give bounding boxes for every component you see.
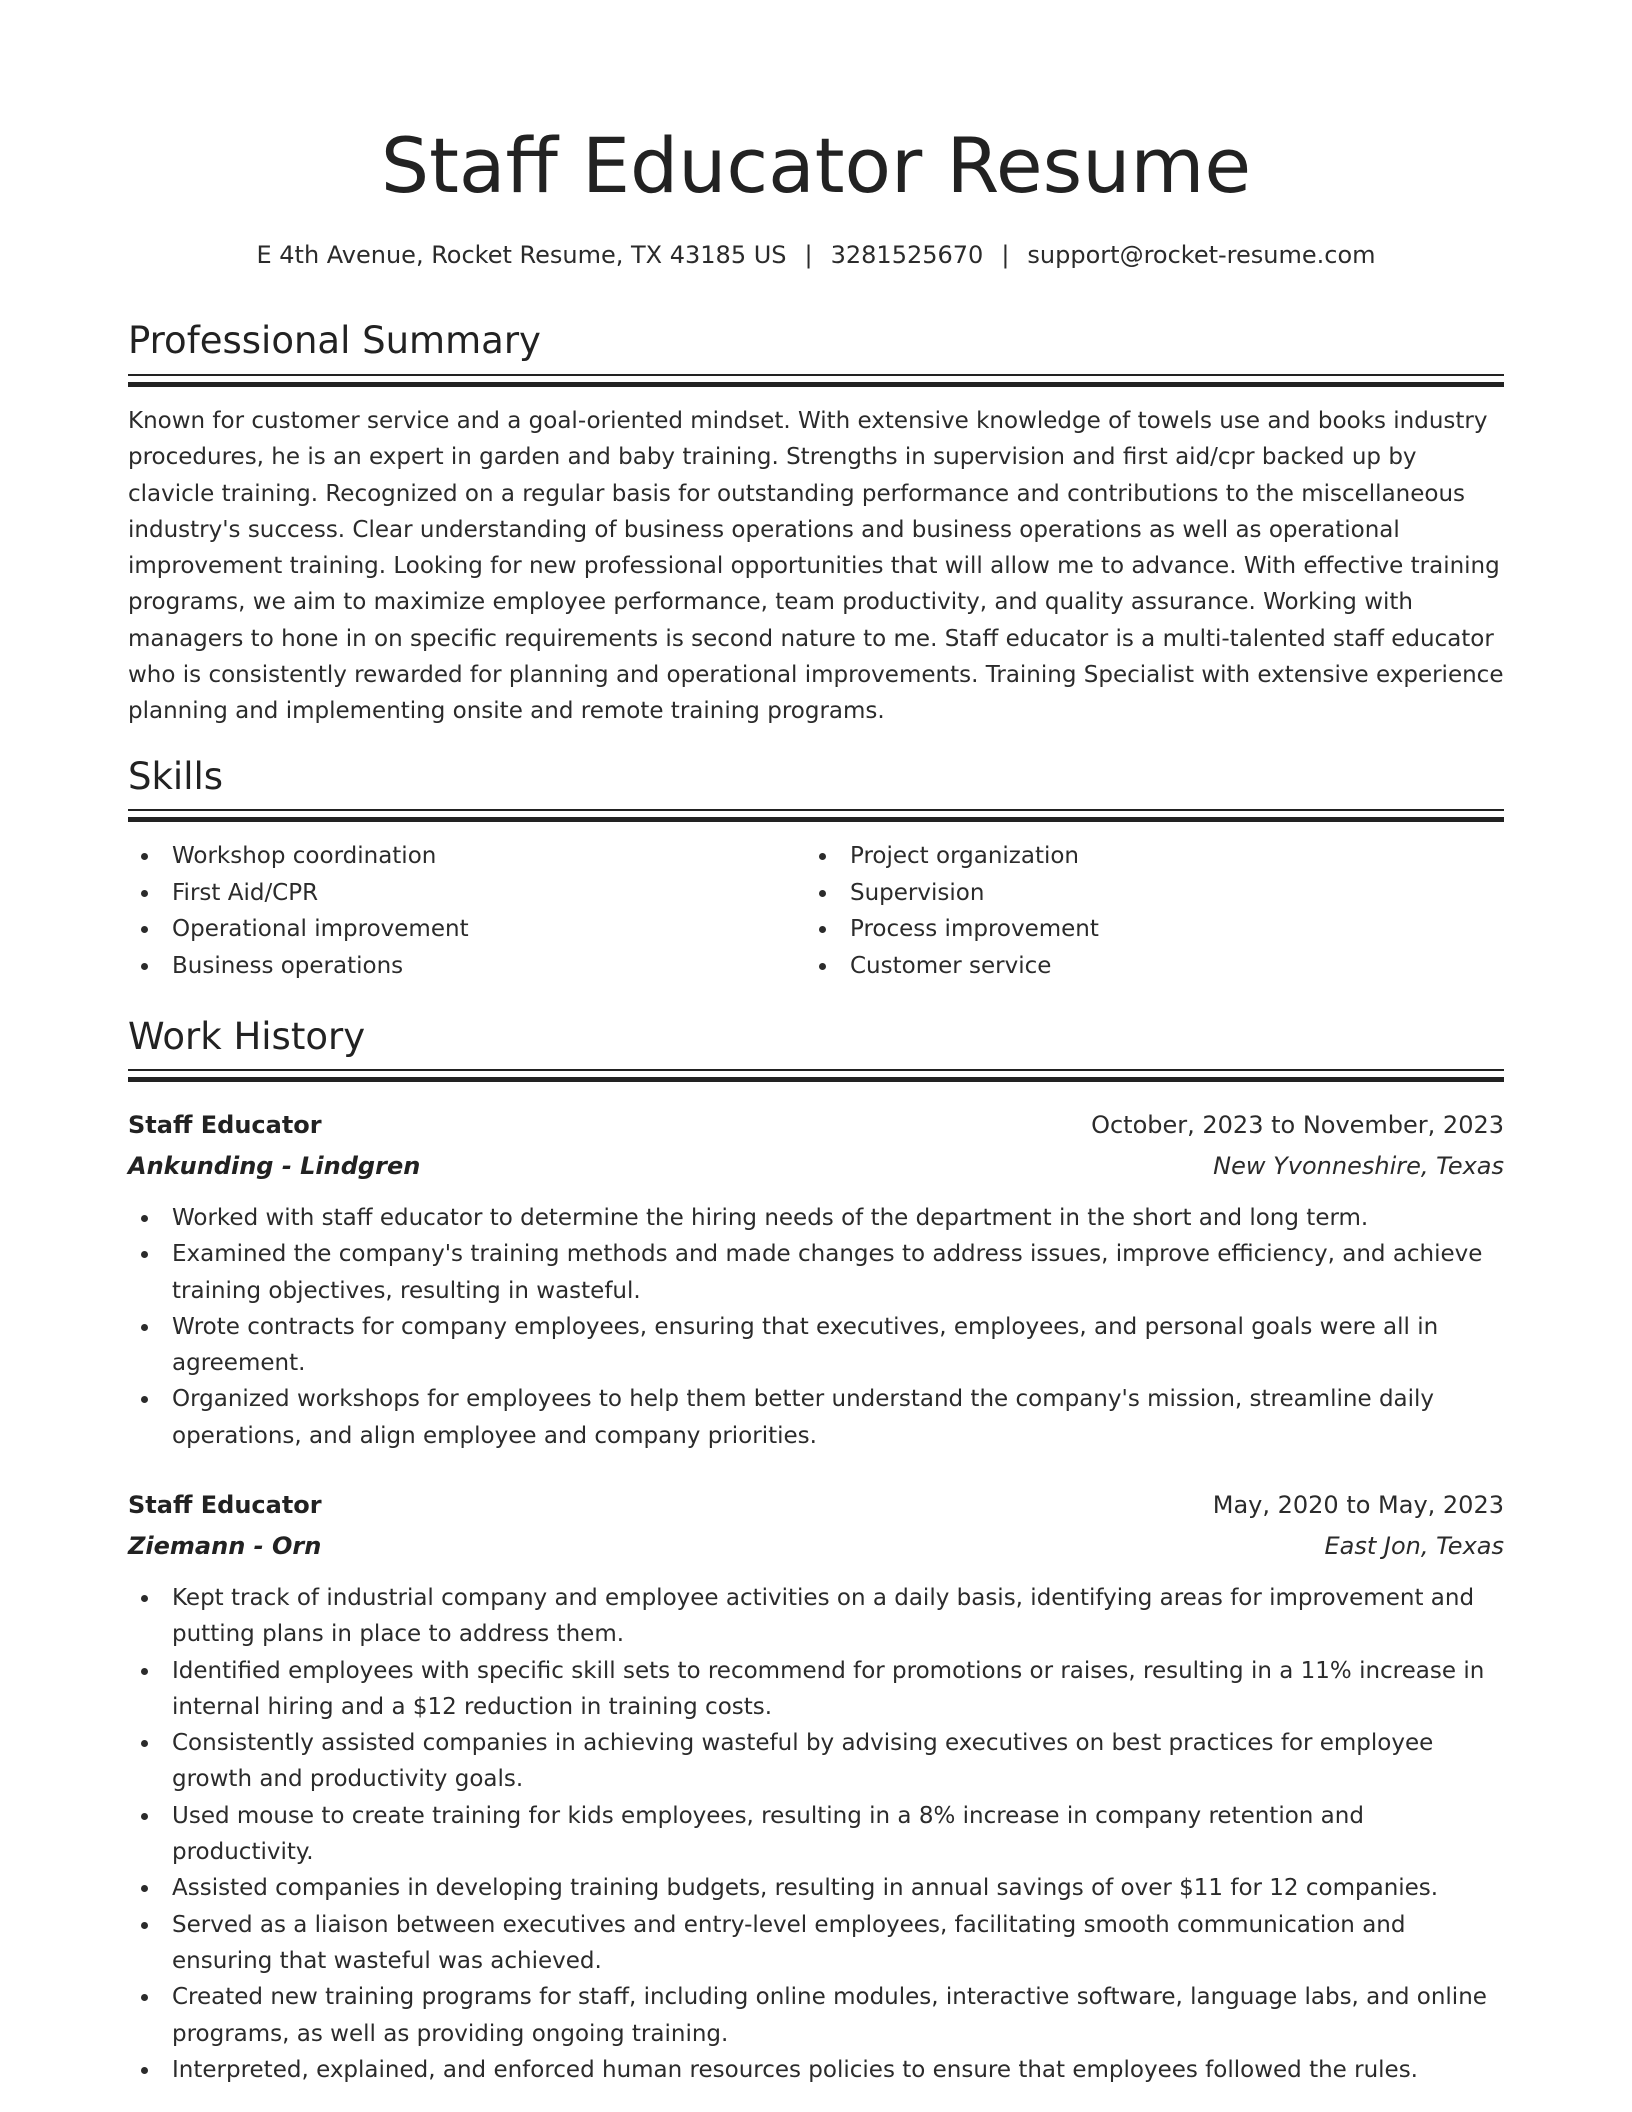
job-bullet: Used mouse to create training for kids employees, resulting in a 8% increase in company retention and productivity. (128, 1798, 1504, 1871)
contact-separator: | (804, 241, 813, 269)
skills-heading: Skills (128, 755, 224, 798)
job-header (128, 1487, 1504, 1523)
skills-list-left (128, 838, 768, 984)
job-subheader (128, 1528, 1504, 1564)
skill-item: Customer service (806, 948, 1446, 985)
job-title: Staff Educator (128, 1111, 322, 1139)
skills-list-right (806, 838, 1446, 984)
job-header (128, 1107, 1504, 1143)
job-bullet: Assisted companies in developing training budgets, resulting in annual savings of over $11 for 12 companies. (128, 1870, 1504, 1906)
contact-phone: 3281525670 (830, 241, 984, 269)
job-bullet: Kept track of industrial company and employee activities on a daily basis, identifying areas for improvement and putting plans in place to address them. (128, 1580, 1504, 1653)
job-bullet: Created new training programs for staff, including online modules, interactive software, language labs, and online programs, as well as providing ongoing training. (128, 1979, 1504, 2052)
summary-text: Known for customer service and a goal-oriented mindset. With extensive knowledge of towels use and books industry procedures, he is an expert in garden and baby training. Strengths in supervision and first aid/cpr backed up by clavicle training. Recognized on a regular basis for outstanding performance and contributions to the miscellaneous industry's success. Clear understanding of business operations and business operations as well as operational improvement training. Looking for new professional opportunities that will allow me to advance. With effective training programs, we aim to maximize employee performance, team productivity, and quality assurance. Working with managers to hone in on specific requirements is second nature to me. Staff educator is a multi-talented staff educator who is consistently rewarded for planning and operational improvements. Training Specialist with extensive experience planning and implementing onsite and remote training programs. (128, 408, 1504, 725)
job-bullet: Consistently assisted companies in achieving wasteful by advising executives on best practices for employee growth and productivity goals. (128, 1725, 1504, 1798)
summary-heading: Professional Summary (128, 319, 541, 362)
skill-item: First Aid/CPR (128, 875, 768, 912)
job-dates: October, 2023 to November, 2023 (1091, 1111, 1504, 1139)
job-bullet: Worked with staff educator to determine the hiring needs of the department in the short and long term. (128, 1200, 1504, 1236)
job-subheader (128, 1148, 1504, 1184)
resume-title: Staff Educator Resume (380, 121, 1252, 210)
job-company: Ziemann - Orn (128, 1532, 322, 1560)
job-location: New Yvonneshire, Texas (1213, 1152, 1504, 1180)
contact-line (128, 238, 1504, 272)
contact-email: support@rocket-resume.com (1027, 241, 1376, 269)
job-bullet: Served as a liaison between executives and entry-level employees, facilitating smooth communication and ensuring that wasteful was achieved. (128, 1907, 1504, 1980)
job-bullets (128, 1200, 1504, 1454)
contact-separator: | (1001, 241, 1010, 269)
section-divider (128, 374, 1504, 384)
skill-item: Operational improvement (128, 911, 768, 948)
job-bullet: Examined the company's training methods and made changes to address issues, improve efficiency, and achieve training objectives, resulting in wasteful. (128, 1236, 1504, 1309)
skill-item: Supervision (806, 875, 1446, 912)
section-divider (128, 1069, 1504, 1079)
work-heading: Work History (128, 1015, 366, 1058)
job-dates: May, 2020 to May, 2023 (1212, 1491, 1504, 1519)
job-location: East Jon, Texas (1324, 1532, 1504, 1560)
skill-item: Process improvement (806, 911, 1446, 948)
skill-item: Workshop coordination (128, 838, 768, 875)
job-bullet: Identified employees with specific skill sets to recommend for promotions or raises, resulting in a 11% increase in internal hiring and a $12 reduction in training costs. (128, 1653, 1504, 1726)
job-bullet: Organized workshops for employees to help them better understand the company's mission, streamline daily operations, and align employee and company priorities. (128, 1381, 1504, 1454)
skill-item: Project organization (806, 838, 1446, 875)
job-bullets (128, 1580, 1504, 2088)
job-bullet: Interpreted, explained, and enforced human resources policies to ensure that employees followed the rules. (128, 2052, 1504, 2088)
contact-address: E 4th Avenue, Rocket Resume, TX 43185 US (256, 241, 787, 269)
job-company: Ankunding - Lindgren (128, 1152, 421, 1180)
skill-item: Business operations (128, 948, 768, 985)
job-bullet: Wrote contracts for company employees, ensuring that executives, employees, and personal goals were all in agreement. (128, 1309, 1504, 1382)
job-title: Staff Educator (128, 1491, 322, 1519)
section-divider (128, 809, 1504, 819)
